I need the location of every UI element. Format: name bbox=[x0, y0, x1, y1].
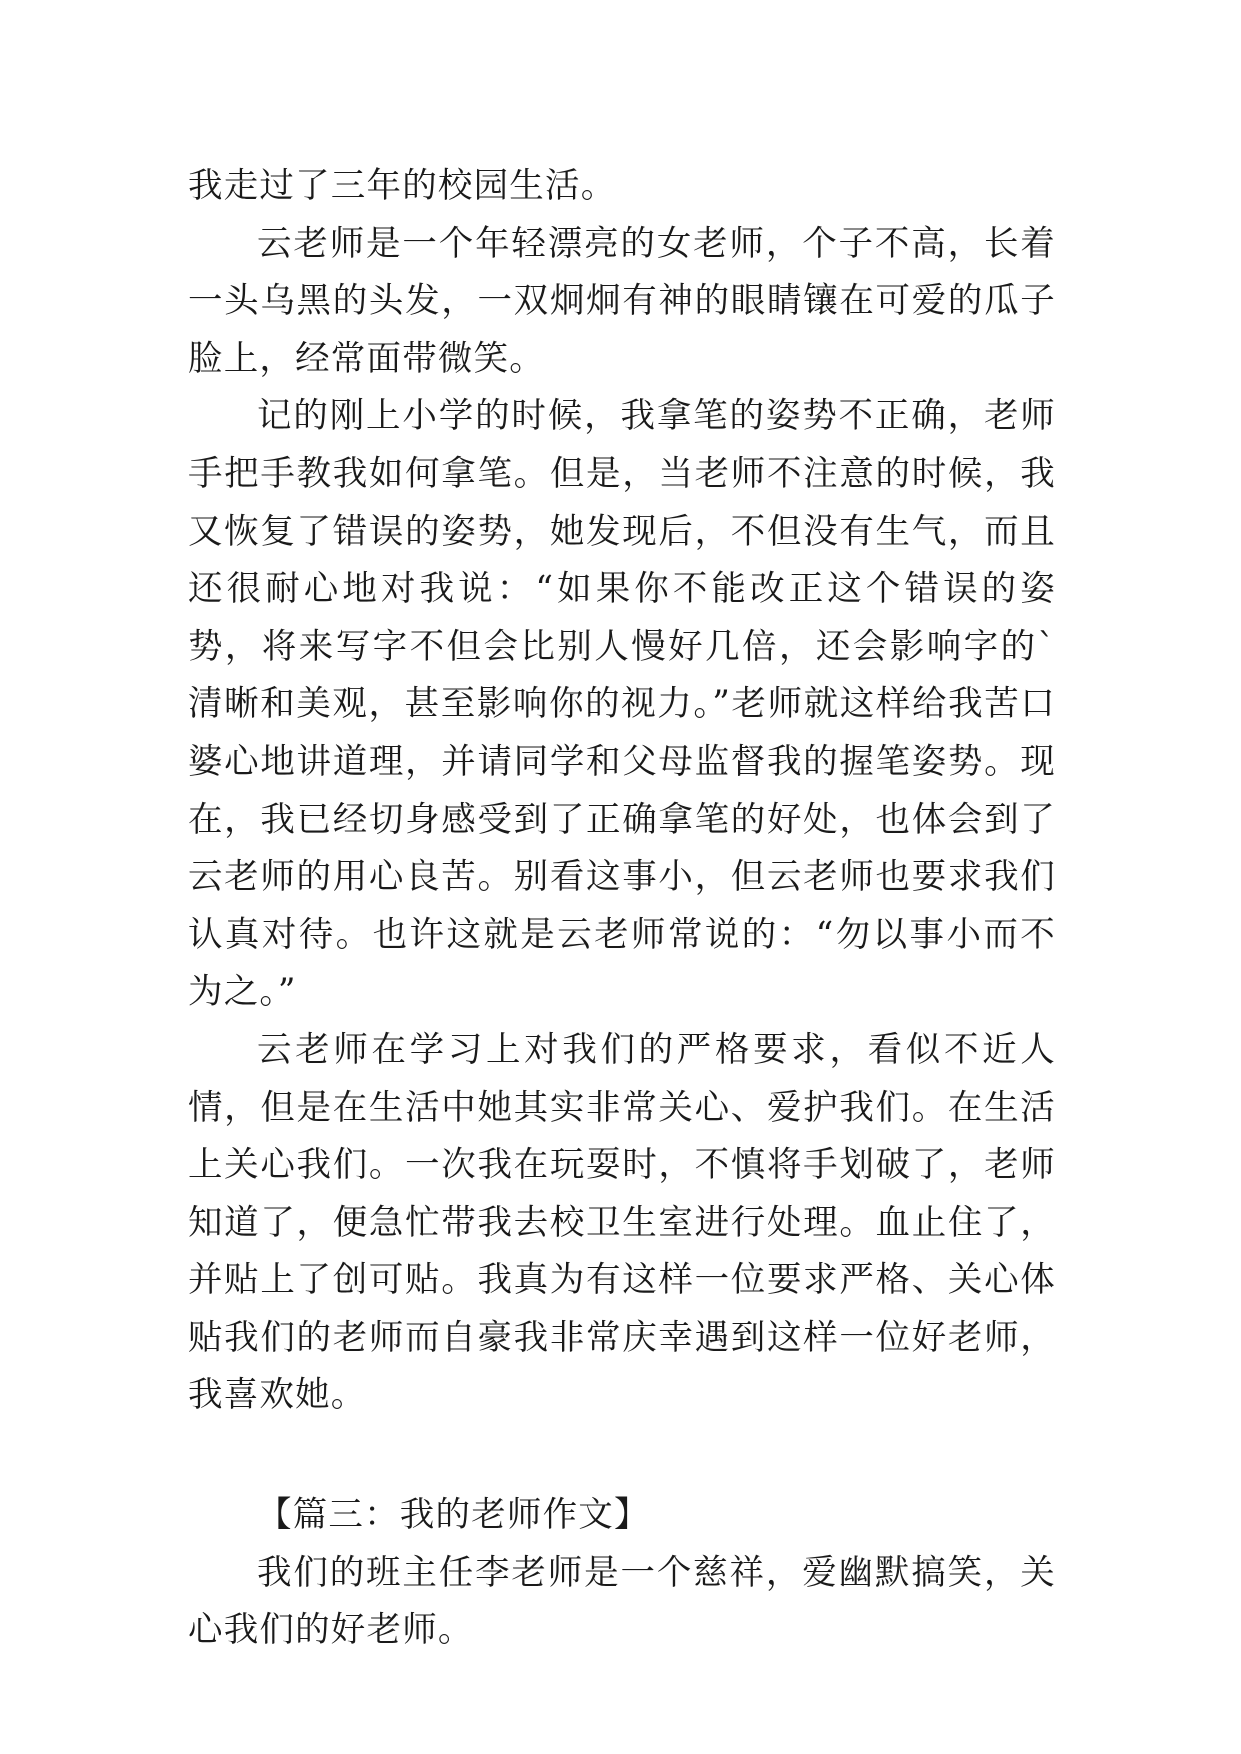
document-body bbox=[188, 158, 1056, 1660]
paragraph-teacher-care: 云老师在学习上对我们的严格要求，看似不近人情，但是在生活中她其实非常关心、爱护我们。在生活上关心我们。一次我在玩耍时，不慎将手划破了，老师知道了，便急忙带我去校卫生室进行处理。血止住了，并贴上了创可贴。我真为有这样一位要求严格、关心体贴我们的老师而自豪我非常庆幸遇到这样一位好老师，我喜欢她。 bbox=[188, 1029, 1056, 1416]
section-heading: 【篇三：我的老师作文】 bbox=[257, 1495, 650, 1536]
paragraph-continuation: 我走过了三年的校园生活。 bbox=[188, 166, 617, 206]
paragraph-section-three: 我们的班主任李老师是一个慈祥，爱幽默搞笑，关心我们的好老师。 bbox=[188, 1552, 1056, 1651]
paragraph-teacher-appearance: 云老师是一个年轻漂亮的女老师，个子不高，长着一头乌黑的头发，一双炯炯有神的眼睛镶在可爱的瓜子脸上，经常面带微笑。 bbox=[188, 223, 1056, 379]
paragraph-pen-holding: 记的刚上小学的时候，我拿笔的姿势不正确，老师手把手教我如何拿笔。但是，当老师不注意的时候，我又恢复了错误的姿势，她发现后，不但没有生气，而且还很耐心地对我说：“如果你不能改正这个错误的姿势，将来写字不但会比别人慢好几倍，还会影响字的`清晰和美观，甚至影响你的视力。”老师就这样给我苦口婆心地讲道理，并请同学和父母监督我的握笔姿势。现在，我已经切身感受到了正确拿笔的好处，也体会到了云老师的用心良苦。别看这事小，但云老师也要求我们认真对待。也许这就是云老师常说的：“勿以事小而不为之。” bbox=[188, 396, 1056, 1013]
